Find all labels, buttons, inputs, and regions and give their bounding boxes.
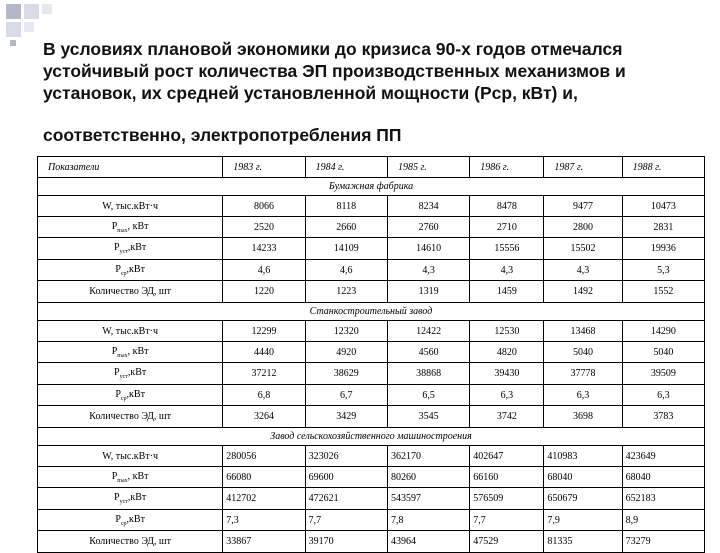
row-label-main: Р (111, 220, 118, 232)
header-year: 1987 г. (544, 157, 622, 178)
table-cell: 576509 (470, 488, 544, 510)
row-label-unit: ,кВт (126, 388, 145, 400)
table-cell: 38868 (387, 363, 469, 385)
header-indicator: Показатели (38, 157, 223, 178)
row-label (38, 531, 223, 553)
row-label-main: W, тыс.кВт·ч (102, 325, 159, 337)
row-label (38, 238, 223, 260)
table-row (38, 217, 705, 238)
table-cell: 5040 (622, 342, 704, 363)
row-label (38, 217, 223, 238)
row-label-main: Р (115, 263, 121, 275)
row-label-main: Р (115, 388, 121, 400)
section-title-row (38, 428, 705, 446)
table-cell: 73279 (622, 531, 704, 553)
heading-line-2: устойчивый рост количества ЭП производственных механизмов и (43, 61, 626, 81)
table-cell: 652183 (622, 488, 704, 510)
table-cell: 423649 (622, 446, 704, 467)
heading-spacer (43, 104, 703, 124)
table-cell: 8234 (387, 196, 469, 217)
table-cell: 7,8 (387, 510, 469, 531)
row-label-main: Количество ЭД, шт (89, 536, 171, 547)
table-cell: 81335 (544, 531, 622, 553)
table-cell: 650679 (544, 488, 622, 510)
table-cell: 543597 (387, 488, 469, 510)
table-cell: 2831 (622, 217, 704, 238)
row-label-sub: max (117, 477, 128, 484)
table-cell: 4,3 (544, 260, 622, 281)
table-cell: 4920 (305, 342, 387, 363)
header-year: 1983 г. (223, 157, 305, 178)
header-year: 1988 г. (622, 157, 704, 178)
row-label (38, 342, 223, 363)
table-row (38, 281, 705, 303)
row-label (38, 510, 223, 531)
row-label (38, 281, 223, 303)
table-cell: 1492 (544, 281, 622, 303)
table-cell: 4,6 (223, 260, 305, 281)
table-cell: 4,3 (387, 260, 469, 281)
section-title: Бумажная фабрика (38, 178, 705, 196)
table-cell: 8066 (223, 196, 305, 217)
table-cell: 12299 (223, 321, 305, 342)
row-label-unit: , кВт (127, 470, 149, 482)
table-cell: 3429 (305, 406, 387, 428)
row-label (38, 385, 223, 406)
section-title-row (38, 303, 705, 321)
table-cell: 47529 (470, 531, 544, 553)
table-cell: 6,5 (387, 385, 469, 406)
table-row (38, 406, 705, 428)
table-cell: 5040 (544, 342, 622, 363)
row-label-main: W, тыс.кВт·ч (102, 200, 159, 212)
table-cell: 10473 (622, 196, 704, 217)
row-label-sub: ср (120, 520, 127, 527)
header-year: 1985 г. (387, 157, 469, 178)
table-cell: 2520 (223, 217, 305, 238)
table-cell: 7,9 (544, 510, 622, 531)
row-label-unit: ,кВт (126, 513, 145, 525)
table-cell: 3264 (223, 406, 305, 428)
table-cell: 6,7 (305, 385, 387, 406)
table-cell: 410983 (544, 446, 622, 467)
table-cell: 2760 (387, 217, 469, 238)
table-cell: 2800 (544, 217, 622, 238)
row-label-sub: уст (119, 249, 128, 255)
section-title-row (38, 178, 705, 196)
row-label (38, 406, 223, 428)
row-label-main: Количество ЭД, шт (89, 286, 171, 297)
table-cell: 9477 (544, 196, 622, 217)
row-label-unit: , кВт (127, 345, 149, 357)
row-label-main: Р (111, 470, 118, 482)
table-cell: 6,3 (544, 385, 622, 406)
table-cell: 69600 (305, 467, 387, 488)
row-label (38, 488, 223, 510)
data-table (37, 156, 705, 553)
table-cell: 39509 (622, 363, 704, 385)
row-label (38, 363, 223, 385)
table-cell: 6,3 (470, 385, 544, 406)
table-cell: 3783 (622, 406, 704, 428)
table-cell: 2710 (470, 217, 544, 238)
table-cell: 66080 (223, 467, 305, 488)
row-label (38, 196, 223, 217)
heading-line-1: В условиях плановой экономики до кризиса 90-х годов отмечался (43, 39, 623, 59)
table-cell: 8,9 (622, 510, 704, 531)
row-label-sub: уст (119, 499, 128, 505)
table-cell: 8478 (470, 196, 544, 217)
table-cell: 15556 (470, 238, 544, 260)
table-cell: 37212 (223, 363, 305, 385)
table-cell: 12320 (305, 321, 387, 342)
row-label-main: Р (114, 492, 120, 503)
row-label-sub: max (117, 352, 128, 359)
table-row (38, 531, 705, 553)
table-cell: 7,7 (470, 510, 544, 531)
table-cell: 402647 (470, 446, 544, 467)
table-cell: 4,3 (470, 260, 544, 281)
table-cell: 1220 (223, 281, 305, 303)
table-cell: 4440 (223, 342, 305, 363)
header-year: 1984 г. (305, 157, 387, 178)
row-label-unit: ,кВт (127, 242, 147, 253)
table-row (38, 446, 705, 467)
table-cell: 8118 (305, 196, 387, 217)
table-row (38, 342, 705, 363)
row-label (38, 260, 223, 281)
table-cell: 66160 (470, 467, 544, 488)
table-cell: 14290 (622, 321, 704, 342)
row-label-sub: ср (120, 270, 127, 277)
table-cell: 1552 (622, 281, 704, 303)
table-cell: 14109 (305, 238, 387, 260)
table-cell: 39170 (305, 531, 387, 553)
slide-heading (43, 38, 703, 146)
table-row (38, 196, 705, 217)
table-cell: 7,7 (305, 510, 387, 531)
table-cell: 2660 (305, 217, 387, 238)
row-label-main: Количество ЭД, шт (89, 411, 171, 422)
table-cell: 362170 (387, 446, 469, 467)
table-cell: 6,3 (622, 385, 704, 406)
row-label-main: W, тыс.кВт·ч (102, 450, 159, 462)
table-cell: 472621 (305, 488, 387, 510)
table-cell: 37778 (544, 363, 622, 385)
row-label-main: Р (114, 242, 120, 253)
table-row (38, 385, 705, 406)
table-cell: 4,6 (305, 260, 387, 281)
table-header-row (38, 157, 705, 178)
table-cell: 13468 (544, 321, 622, 342)
table-cell: 3742 (470, 406, 544, 428)
row-label-main: Р (114, 367, 120, 378)
section-title: Станкостроительный завод (38, 303, 705, 321)
table-cell: 7,3 (223, 510, 305, 531)
table-cell: 38629 (305, 363, 387, 385)
row-label (38, 321, 223, 342)
table-cell: 6,8 (223, 385, 305, 406)
table-cell: 412702 (223, 488, 305, 510)
row-label-sub: ср (120, 395, 127, 402)
table-cell: 14610 (387, 238, 469, 260)
table-cell: 5,3 (622, 260, 704, 281)
table-row (38, 260, 705, 281)
table-cell: 4560 (387, 342, 469, 363)
table-cell: 12530 (470, 321, 544, 342)
table-row (38, 363, 705, 385)
table-cell: 1459 (470, 281, 544, 303)
table-cell: 19936 (622, 238, 704, 260)
table-cell: 80260 (387, 467, 469, 488)
table-row (38, 467, 705, 488)
row-label (38, 467, 223, 488)
table-cell: 33867 (223, 531, 305, 553)
section-title: Завод сельскохозяйственного машиностроения (38, 428, 705, 446)
row-label-main: Р (115, 513, 121, 525)
table-cell: 14233 (223, 238, 305, 260)
table-cell: 68040 (544, 467, 622, 488)
table-row (38, 510, 705, 531)
table-row (38, 238, 705, 260)
table-cell: 43964 (387, 531, 469, 553)
header-year: 1986 г. (470, 157, 544, 178)
table-cell: 4820 (470, 342, 544, 363)
row-label-unit: ,кВт (126, 263, 145, 275)
table-cell: 280056 (223, 446, 305, 467)
row-label-unit: ,кВт (127, 492, 147, 503)
table-cell: 15502 (544, 238, 622, 260)
table-cell: 3545 (387, 406, 469, 428)
heading-line-3: установок, их средней установленной мощности (Рср, кВт) и, (43, 83, 578, 103)
row-label (38, 446, 223, 467)
table-row (38, 321, 705, 342)
row-label-unit: ,кВт (127, 367, 147, 378)
table-row (38, 488, 705, 510)
table-cell: 323026 (305, 446, 387, 467)
table-cell: 68040 (622, 467, 704, 488)
heading-line-4: соответственно, электропотребления ПП (43, 125, 402, 145)
table-cell: 1319 (387, 281, 469, 303)
table-cell: 3698 (544, 406, 622, 428)
row-label-unit: , кВт (127, 220, 149, 232)
table-cell: 39430 (470, 363, 544, 385)
table-cell: 1223 (305, 281, 387, 303)
row-label-sub: уст (119, 374, 128, 380)
row-label-main: Р (111, 345, 118, 357)
row-label-sub: max (117, 227, 128, 234)
table-cell: 12422 (387, 321, 469, 342)
